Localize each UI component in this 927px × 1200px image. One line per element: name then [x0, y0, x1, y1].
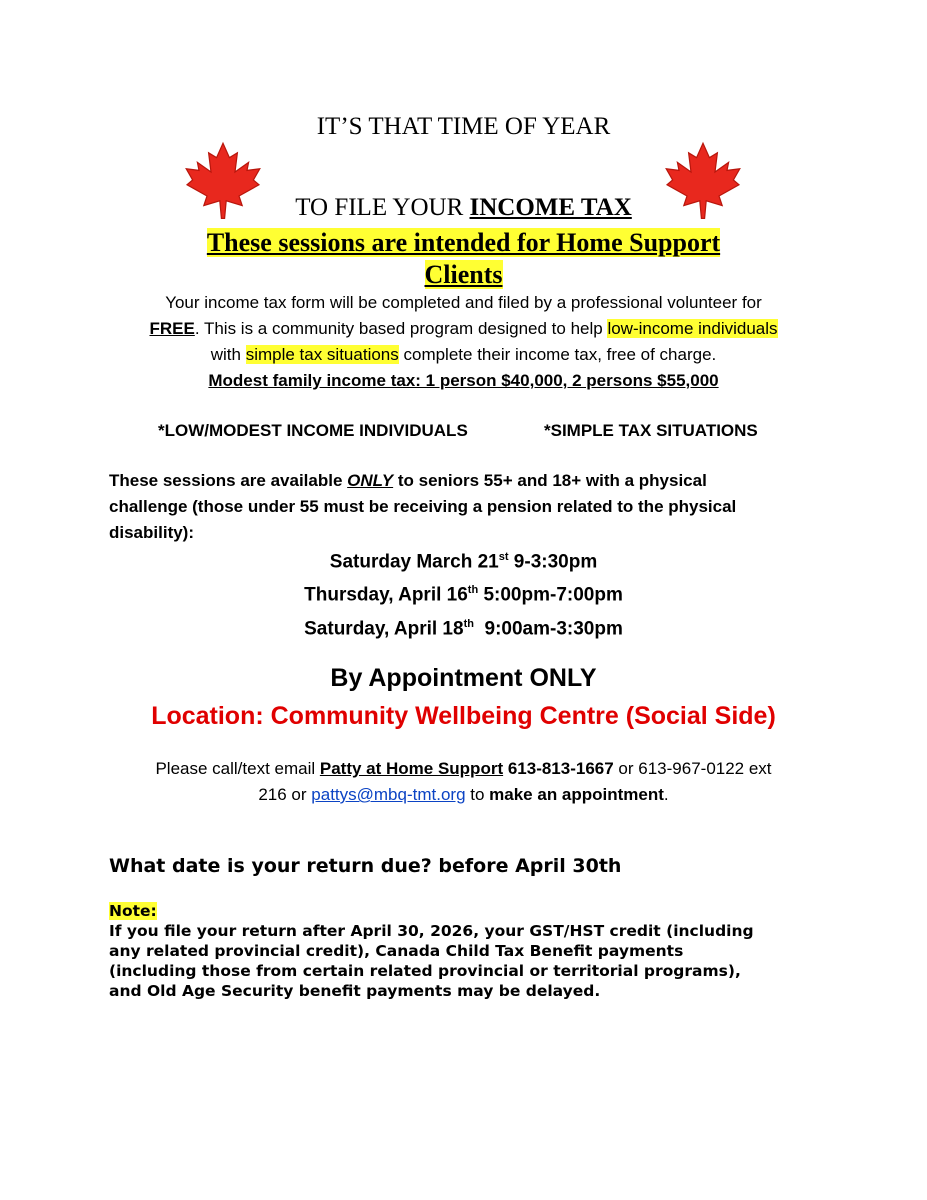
- intro-line-2: [0, 318, 927, 340]
- session-date-3: [0, 610, 927, 643]
- contact-line-2-pre: 216 or: [258, 785, 312, 804]
- criteria-low-income: *LOW/MODEST INCOME INDIVIDUALS: [158, 421, 468, 440]
- headline-line-1: IT’S THAT TIME OF YEAR: [316, 113, 611, 140]
- contact-phone: 613-813-1667: [503, 759, 614, 778]
- intro-line-1: Your income tax form will be completed and filed by a professional volunteer for: [165, 293, 762, 312]
- criteria-simple-tax: *SIMPLE TAX SITUATIONS: [544, 421, 758, 440]
- note-line-1: If you file your return after April 30, 2026, your GST/HST credit (including: [109, 922, 754, 940]
- date-2-suffix: th: [467, 584, 479, 597]
- make-appointment-text: make an appointment: [489, 785, 664, 804]
- contact-line-1: [0, 758, 927, 780]
- headline-line-2: [0, 192, 927, 224]
- due-date-question: What date is your return due? before April 30th: [109, 855, 622, 877]
- note-block: [109, 901, 849, 1001]
- eligibility-line-2: challenge (those under 55 must be receiving a pension related to the physical: [109, 497, 737, 516]
- note-label-row: [109, 901, 849, 921]
- contact-name: Patty at Home Support: [319, 759, 504, 778]
- eligibility-paragraph: [109, 468, 829, 546]
- date-1-text: Saturday March 21: [329, 551, 499, 573]
- intro-line-3-pre: with: [210, 345, 246, 364]
- contact-line-2: [0, 784, 927, 806]
- intended-text-1: These sessions are intended for Home Support: [206, 228, 721, 257]
- session-date-1: [0, 543, 927, 576]
- date-1-time: 9-3:30pm: [508, 551, 598, 573]
- appointment-only: By Appointment ONLY: [330, 664, 597, 692]
- eligibility-post: to seniors 55+ and 18+ with a physical: [393, 471, 707, 490]
- note-line-3: (including those from certain related provincial or territorial programs),: [109, 962, 741, 980]
- note-label: Note:: [109, 902, 157, 920]
- session-date-2: [0, 576, 927, 609]
- simple-tax-highlight: simple tax situations: [245, 345, 399, 364]
- eligibility-pre: These sessions are available: [109, 471, 348, 490]
- headline-emphasis: INCOME TAX: [469, 194, 632, 221]
- intended-line-1: [0, 226, 927, 259]
- intro-line-2-text: . This is a community based program designed to help: [194, 319, 608, 338]
- date-1-suffix: st: [498, 551, 509, 563]
- date-3-text: Saturday, April 18: [304, 617, 464, 639]
- contact-line-2-mid: to: [465, 785, 490, 804]
- intended-line-2: [0, 258, 927, 291]
- only-emphasis: ONLY: [347, 471, 394, 490]
- contact-alt-phone: or 613-967-0122 ext: [613, 759, 772, 778]
- contact-line-2-end: .: [663, 785, 669, 804]
- session-dates: [0, 543, 927, 643]
- eligibility-line-1: [109, 468, 829, 494]
- intended-text-2: Clients: [424, 260, 503, 289]
- modest-income-line: Modest family income tax: 1 person $40,000, 2 persons $55,000: [208, 371, 719, 390]
- date-2-text: Thursday, April 16: [304, 584, 468, 606]
- date-3-suffix: th: [463, 617, 474, 630]
- intro-line-3: [0, 344, 927, 366]
- eligibility-line-3: disability):: [109, 523, 195, 542]
- date-3-time: 9:00am-3:30pm: [473, 617, 623, 639]
- email-link[interactable]: pattys@mbq-tmt.org: [311, 785, 466, 804]
- location-text: Location: Community Wellbeing Centre (Social Side): [151, 702, 776, 730]
- note-line-2: any related provincial credit), Canada Child Tax Benefit payments: [109, 942, 684, 960]
- free-text: FREE: [149, 319, 195, 338]
- headline-prefix: TO FILE YOUR: [295, 194, 470, 221]
- note-line-4: and Old Age Security benefit payments may be delayed.: [109, 982, 601, 1000]
- intro-line-3-post: complete their income tax, free of charge.: [398, 345, 717, 364]
- contact-pre: Please call/text email: [155, 759, 320, 778]
- low-income-highlight: low-income individuals: [607, 319, 778, 338]
- date-2-time: 5:00pm-7:00pm: [478, 584, 623, 606]
